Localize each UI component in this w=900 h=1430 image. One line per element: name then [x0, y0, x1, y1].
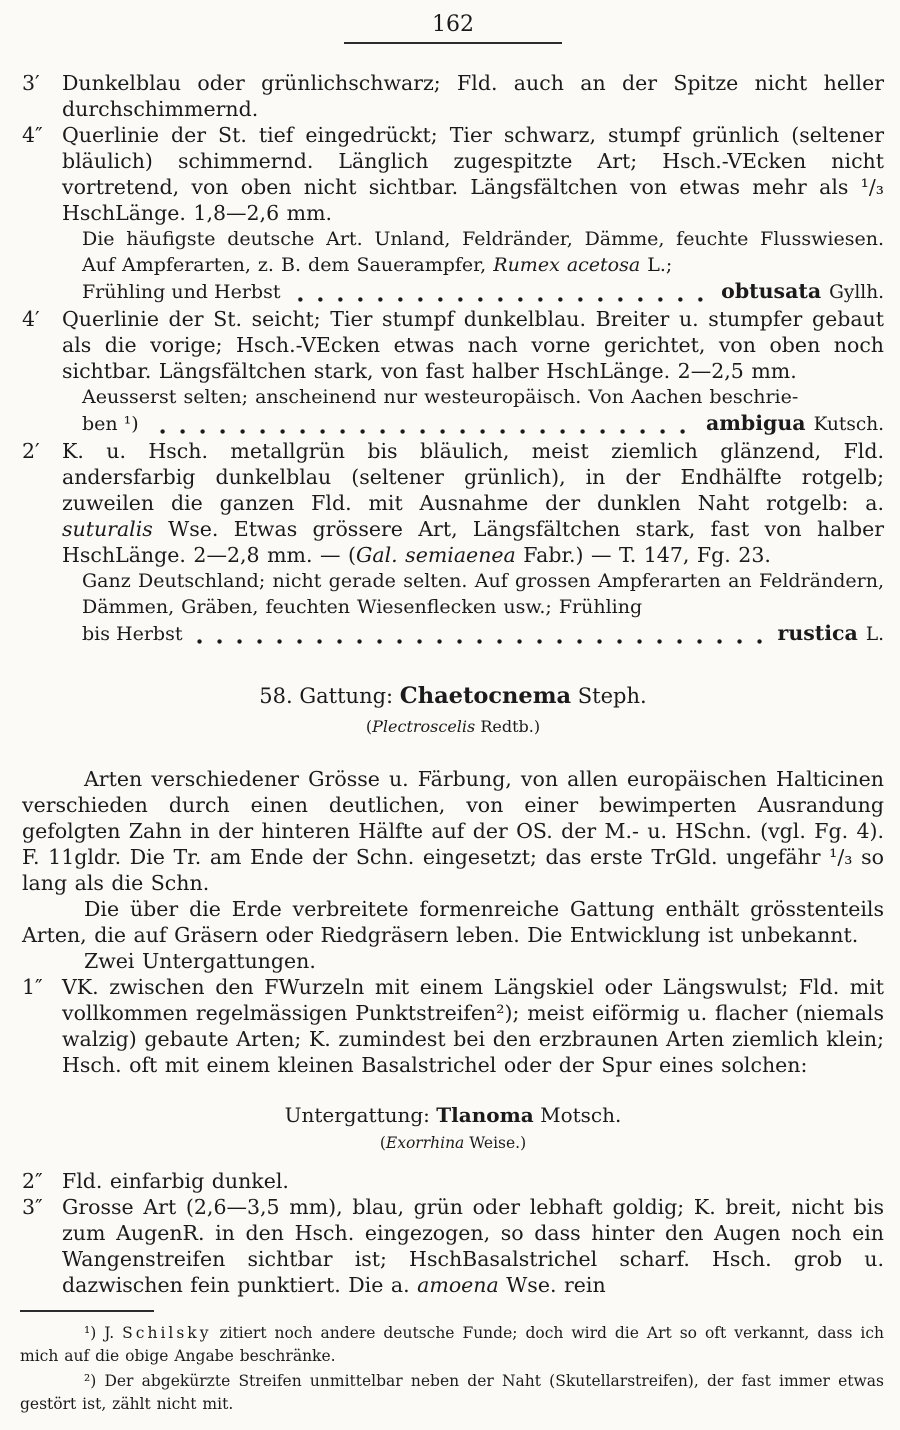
- species-author: Gyllh.: [829, 282, 884, 303]
- key-marker: 3′: [22, 71, 40, 95]
- key-text: Querlinie der St. tief eingedrückt; Tier schwarz, stumpf grünlich (seltener bläulich) schimmernd. Länglich zugespitzte Art; Hsch.-VEcken nicht vortretend, von oben nicht sichtbar. Längsfältchen von etwas mehr als ¹/₃ HschLänge. 1,8—2,6 mm.: [62, 123, 884, 225]
- leader-left-text: Frühling und Herbst: [82, 281, 281, 303]
- note-body: Ganz Deutschland; nicht gerade selten. Auf grossen Ampferarten an Feldrändern, Dämmen, Gräben, feuchten Wiesenflecken usw.; Frühling: [82, 570, 884, 618]
- leader-dots: [149, 424, 696, 438]
- key-item-2doubleprime: [22, 1168, 884, 1194]
- key-item-3doubleprime: [22, 1194, 884, 1298]
- note-rustica: [82, 568, 884, 648]
- key-text: Grosse Art (2,6—3,5 mm), blau, grün oder lebhaft goldig; K. breit, nicht bis zum AugenR. in den Hsch. eingezogen, so dass hinter den Augen noch ein Wangenstreifen sichtbar ist; HschBasalstrichel scharf. Hsch. grob u. dazwischen fein punktiert. Die a. amoena Wse. rein: [62, 1195, 884, 1297]
- key-text: Dunkelblau oder grünlichschwarz; Fld. auch an der Spitze nicht heller durchschimmernd.: [62, 71, 884, 121]
- key-text: Fld. einfarbig dunkel.: [62, 1169, 289, 1193]
- subgenera-count-paragraph: Zwei Untergattungen.: [84, 949, 316, 973]
- page-header: [22, 12, 884, 44]
- key-item-4prime: [22, 306, 884, 384]
- note-ambigua: [82, 384, 884, 438]
- key-marker: 3″: [22, 1195, 43, 1219]
- key-item-3prime: [22, 70, 884, 122]
- genus-synonym: (Plectroscelis Redtb.): [365, 717, 541, 736]
- key-marker: 1″: [22, 975, 43, 999]
- page-number: 162: [344, 12, 562, 44]
- footnotes-section: [0, 1310, 900, 1416]
- note-body: Aeusserst selten; anscheinend nur westeuropäisch. Von Aachen beschrie-: [82, 386, 799, 408]
- species-author: L.: [865, 624, 884, 645]
- genus-description-paragraph: Arten verschiedener Grösse u. Färbung, von allen europäischen Halticinen verschieden durch einen deutlichen, von einer bewimperten Ausrandung gefolgten Zahn in der hinteren Hälfte auf der OS. der M.- u. HSchn. (vgl. Fg. 4). F. 11gldr. Die Tr. am Ende der Schn. eingesetzt; das erste TrGld. ungefähr ¹/₃ so lang als die Schn.: [22, 767, 884, 895]
- key-marker: 4″: [22, 123, 43, 147]
- key-text: K. u. Hsch. metallgrün bis bläulich, meist ziemlich glänzend, Fld. andersfarbig dunkelblau (seltener grünlich), in der Endhälfte rotgelb; zuweilen die ganzen Fld. mit Ausnahme der dunklen Naht rotgelb: a. suturalis Wse. Etwas grössere Art, Längsfältchen stark, fast von halber HschLänge. 2—2,8 mm. — (Gal. semiaenea Fabr.) — T. 147, Fg. 23.: [62, 439, 884, 567]
- leader-dots: [192, 634, 767, 648]
- footnote-2: ²) Der abgekürzte Streifen unmittelbar neben der Naht (Skutellarstreifen), der fast immer etwas gestört ist, zählt nicht mit.: [20, 1372, 884, 1413]
- key-item-2prime: [22, 438, 884, 568]
- key-item-1doubleprime: [22, 974, 884, 1078]
- genus-heading: 58. Gattung: Chaetocnema Steph.: [259, 683, 647, 709]
- species-name: obtusata: [721, 279, 822, 303]
- genus-distribution-paragraph: Die über die Erde verbreitete formenreiche Gattung enthält grösstenteils Arten, die auf Gräsern oder Riedgräsern leben. Die Entwicklung ist unbekannt.: [22, 897, 884, 947]
- leader-dots: [290, 292, 711, 306]
- key-marker: 2′: [22, 439, 40, 463]
- note-obtusata: [82, 226, 884, 306]
- species-name: ambigua: [705, 411, 806, 435]
- key-text: Querlinie der St. seicht; Tier stumpf dunkelblau. Breiter u. stumpfer gebaut als die vorige; Hsch.-VEcken etwas nach vorne gerichtet, von oben noch sichtbar. Längsfältchen stark, von fast halber HschLänge. 2—2,5 mm.: [62, 307, 884, 383]
- leader-left-text: ben ¹): [82, 413, 139, 435]
- key-marker: 2″: [22, 1169, 43, 1193]
- species-name: rustica: [777, 621, 858, 645]
- leader-left-text: bis Herbst: [82, 623, 183, 645]
- subgenus-synonym: (Exorrhina Weise.): [379, 1134, 527, 1152]
- key-marker: 4′: [22, 307, 40, 331]
- note-body: Die häufigste deutsche Art. Unland, Feldränder, Dämme, feuchte Flusswiesen. Auf Ampferarten, z. B. dem Sauerampfer, Rumex acetosa L.;: [82, 228, 884, 276]
- species-result-line: [82, 620, 884, 648]
- footnote-rule: [20, 1310, 154, 1312]
- species-author: Kutsch.: [813, 414, 884, 435]
- subgenus-heading: Untergattung: Tlanoma Motsch.: [284, 1103, 622, 1127]
- species-result-line: [82, 410, 884, 438]
- key-item-4doubleprime: [22, 122, 884, 226]
- footnote-1: ¹) J. Schilsky zitiert noch andere deutsche Funde; doch wird die Art so oft verkannt, dass ich mich auf die obige Angabe beschränke.: [20, 1324, 884, 1365]
- species-result-line: [82, 278, 884, 306]
- key-text: VK. zwischen den FWurzeln mit einem Längskiel oder Längswulst; Fld. mit vollkommen regelmässigen Punktstreifen²); meist eiförmig u. flacher (niemals walzig) gebaute Arten; K. zumindest bei den erzbraunen Arten ziemlich klein; Hsch. oft mit einem kleinen Basalstrichel oder der Spur eines solchen:: [62, 975, 884, 1077]
